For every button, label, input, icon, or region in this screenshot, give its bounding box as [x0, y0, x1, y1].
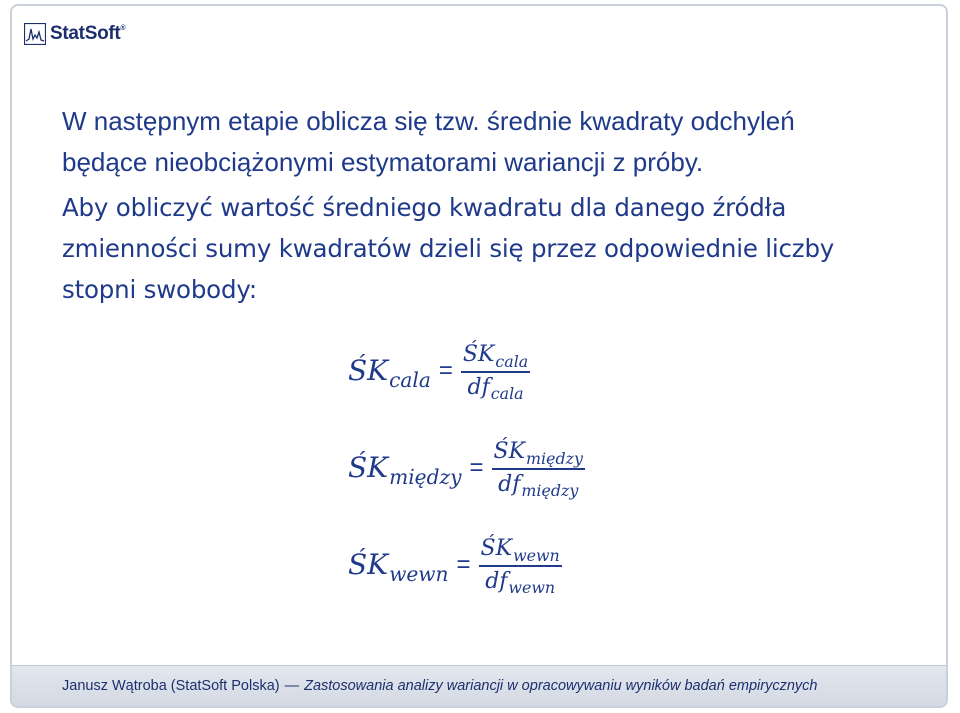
paragraph-2-line-2: zmienności sumy kwadratów dzieli się przez odpowiednie liczby: [62, 234, 835, 263]
fraction-numerator: $ŚK_{między}$: [493, 439, 583, 468]
formula-fraction: [492, 439, 585, 501]
paragraph-1-line-2: będące nieobciążonymi estymatorami wariancji z próby.: [62, 147, 704, 177]
paragraph-1-line-1: W następnym etapie oblicza się tzw. średnie kwadraty odchyleń: [62, 106, 795, 136]
paragraph-2-line-3: stopni swobody:: [62, 275, 257, 304]
equals-sign: =: [456, 550, 471, 578]
equals-sign: =: [469, 453, 484, 481]
fraction-numerator: $ŚK_{cala}$: [462, 342, 529, 371]
formula-between: [348, 439, 585, 501]
chart-logo-icon: [24, 23, 46, 45]
formula-within: [348, 536, 562, 598]
formula-total: [348, 342, 530, 404]
formula-lhs: $ŚK_{cala}$: [348, 354, 431, 393]
fraction-numerator: $ŚK_{wewn}$: [480, 536, 560, 565]
formula-fraction: [479, 536, 562, 598]
footer-title: Zastosowania analizy wariancji w opracowywaniu wyników badań empirycznych: [304, 678, 818, 694]
formula-lhs: $ŚK_{wewn}$: [348, 548, 449, 587]
footer: [12, 665, 946, 706]
statsoft-logo: [24, 20, 125, 48]
fraction-denominator: $df_{między}$: [498, 471, 579, 501]
fraction-denominator: $df_{cala}$: [467, 374, 524, 404]
fraction-bar: [492, 468, 585, 470]
formula-fraction: [461, 342, 530, 404]
footer-author: Janusz Wątroba (StatSoft Polska): [62, 678, 280, 694]
equals-sign: =: [438, 356, 453, 384]
footer-separator: —: [284, 678, 300, 694]
fraction-bar: [479, 565, 562, 567]
fraction-denominator: $df_{wewn}$: [485, 568, 556, 598]
paragraph-2-line-1: Aby obliczyć wartość średniego kwadratu dla danego źródła: [62, 193, 787, 222]
formula-lhs: $ŚK_{między}$: [348, 451, 462, 490]
logo-text: StatSoft®: [50, 23, 126, 44]
slide: [10, 4, 948, 708]
fraction-bar: [461, 371, 530, 373]
